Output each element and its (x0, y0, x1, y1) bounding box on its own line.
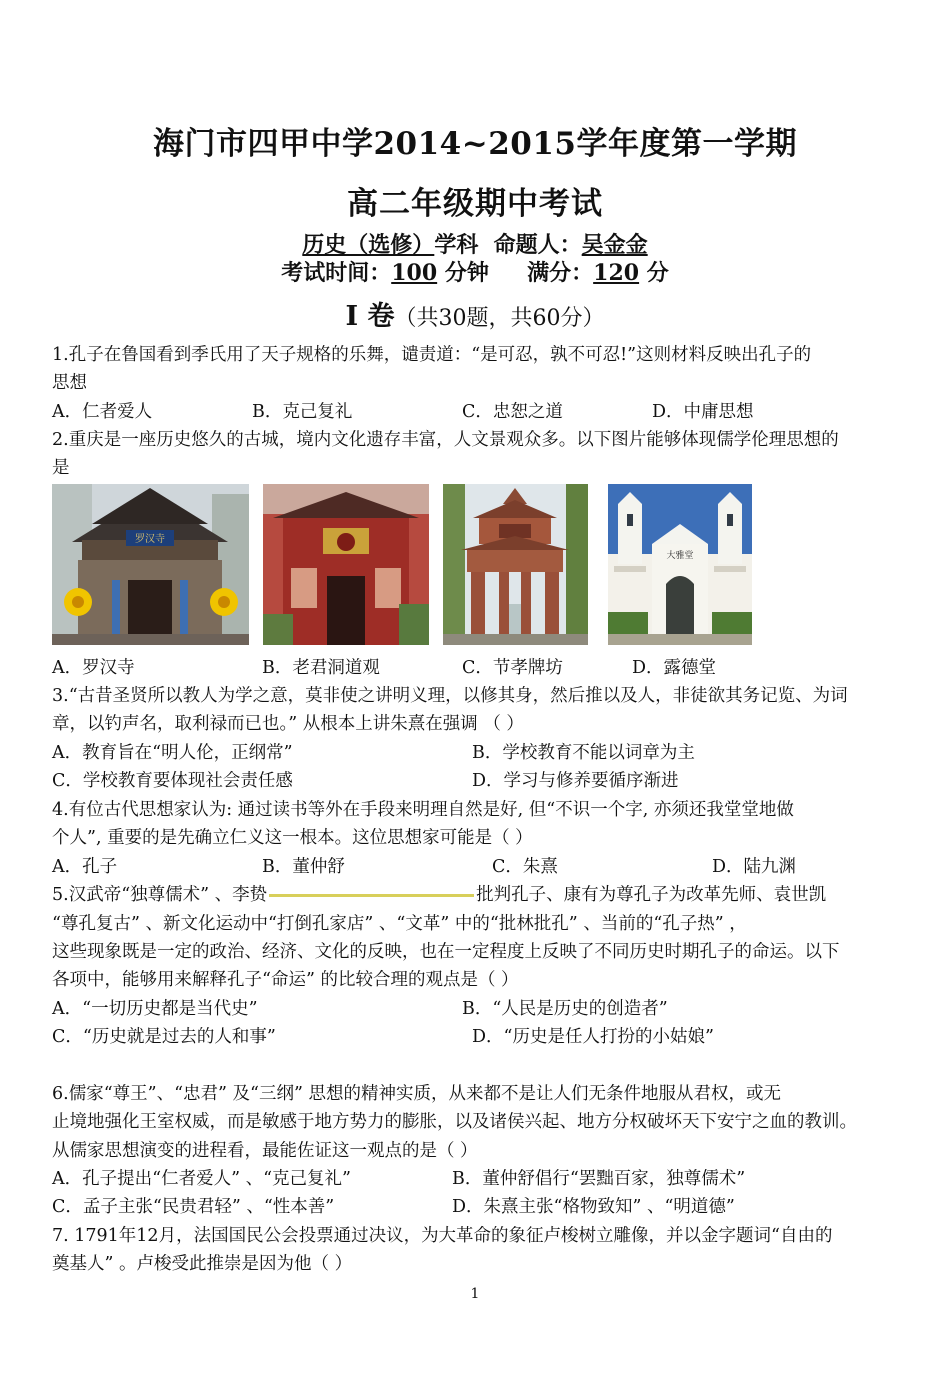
church-sign-text: 大雅堂 (666, 551, 694, 561)
time-label: 考试时间： (281, 260, 392, 286)
q3-option-d: D．学习与修养要循序渐进 (472, 771, 679, 791)
q1-option-a: A．仁者爱人 (52, 402, 153, 422)
score-value: 120 (593, 260, 640, 286)
score-unit: 分 (646, 260, 669, 286)
q5-option-d: D．“历史是任人打扮的小姑娘” (472, 1027, 714, 1047)
q3-option-c: C．学校教育要体现社会责任感 (52, 771, 293, 791)
q1-option-c: C．忠恕之道 (462, 402, 563, 422)
time-value: 100 (391, 260, 438, 286)
q6-option-a: A．孔子提出“仁者爱人” 、“克己复礼” (52, 1169, 351, 1189)
temple-sign-text: 罗汉寺 (135, 534, 165, 545)
q1-option-b: B．克己复礼 (252, 402, 353, 422)
q6-stem-line3: 从儒家思想演变的进程看，最能佐证这一观点的是（ ） (52, 1141, 478, 1161)
q4-option-a: A．孔子 (52, 857, 118, 877)
time-unit: 分钟 (444, 260, 489, 286)
q2-option-d: D．露德堂 (632, 658, 717, 678)
q3-option-a: A．教育旨在“明人伦，正纲常” (52, 743, 293, 763)
q6-option-c: C．孟子主张“民贵君轻” 、“性本善” (52, 1197, 335, 1217)
q3-option-b: B．学校教育不能以词章为主 (472, 743, 695, 763)
q5-stem-line3: 这些现象既是一定的政治、经济、文化的反映，也在一定程度上反映了不同历史时期孔子的命运。以下 (52, 942, 840, 962)
highlight-stroke (269, 894, 474, 897)
temple-photo (52, 484, 249, 645)
q5-line1-start: 5.汉武帝“独尊儒术” 、李贽 (52, 885, 268, 905)
q5-option-b: B．“人民是历史的创造者” (462, 999, 668, 1019)
section-note: （共30题，共60分） (394, 306, 605, 331)
page-number: 1 (470, 1286, 480, 1302)
q3-stem-line1: 3.“古昔圣贤所以教人为学之意，莫非使之讲明义理，以修其身，然后推以及人，非徒欲其务记览、为词 (52, 686, 848, 706)
q6-stem-line1: 6.儒家“尊王”、“忠君” 及“三纲” 思想的精神实质，从来都不是让人们无条件地服从君权，或无 (52, 1084, 781, 1104)
q2-option-b: B．老君洞道观 (262, 658, 380, 678)
time-score-line (0, 256, 950, 287)
q7-stem-line2: 奠基人” 。卢梭受此推崇是因为他（ ） (52, 1254, 353, 1274)
q6-option-d: D．朱熹主张“格物致知” 、“明道德” (452, 1197, 735, 1217)
q6-stem-line2: 止境地强化王室权威，而是敏感于地方势力的膨胀，以及诸侯兴起、地方分权破坏天下安宁之血的教训。 (52, 1112, 857, 1132)
section-roman: Ⅰ 卷 (345, 301, 395, 332)
memorial-archway-photo (443, 484, 588, 645)
exam-subtitle: 高二年级期中考试 (347, 186, 603, 222)
church-photo (608, 484, 752, 645)
q4-option-c: C．朱熹 (492, 857, 558, 877)
q3-stem-line2: 章，以钓声名，取利禄而已也。” 从根本上讲朱熹在强调 （ ） (52, 714, 524, 734)
q4-option-b: B．董仲舒 (262, 857, 345, 877)
taoist-temple-photo (263, 484, 429, 645)
score-label: 满分： (527, 260, 594, 286)
q1-option-d: D．中庸思想 (652, 402, 754, 422)
q2-stem-line2: 是 (52, 458, 70, 478)
subject-value: 历史（选修） (302, 232, 435, 258)
q5-stem-line2: “尊孔复古” 、新文化运动中“打倒孔家店” 、“文革” 中的“批林批孔” 、当前的“孔子热” ， (52, 914, 747, 934)
q5-stem-line1 (52, 881, 826, 906)
q6-option-b: B．董仲舒倡行“罢黜百家，独尊儒术” (452, 1169, 746, 1189)
subject-author-line (0, 228, 950, 259)
section-heading (0, 294, 950, 333)
q1-stem-line1: 1.孔子在鲁国看到季氏用了天子规格的乐舞，谴责道：“是可忍，孰不可忍!”这则材料反映出孔子的 (52, 345, 812, 365)
q5-option-c: C．“历史就是过去的人和事” (52, 1027, 276, 1047)
q4-stem-line2: 个人”, 重要的是先确立仁义这一根本。这位思想家可能是（ ） (52, 828, 533, 848)
author-label: 命题人： (493, 232, 582, 258)
exam-title: 海门市四甲中学2014~2015学年度第一学期 (152, 126, 798, 162)
q5-option-a: A．“一切历史都是当代史” (52, 999, 258, 1019)
q1-stem-line2: 思想 (52, 373, 87, 393)
q7-stem-line1: 7. 1791年12月，法国国民公会投票通过决议，为大革命的象征卢梭树立雕像，并以金字题词“自由的 (52, 1226, 833, 1246)
q2-stem-line1: 2.重庆是一座历史悠久的古城，境内文化遗存丰富，人文景观众多。以下图片能够体现儒学伦理思想的 (52, 430, 839, 450)
q4-option-d: D．陆九渊 (712, 857, 797, 877)
q5-line1-end: 批判孔子、康有为尊孔子为改革先师、袁世凯 (476, 885, 827, 905)
q2-option-a: A．罗汉寺 (52, 658, 135, 678)
q4-stem-line1: 4.有位古代思想家认为: 通过读书等外在手段来明理自然是好, 但“不识一个字, 亦须还我堂堂地做 (52, 800, 794, 820)
q5-stem-line4: 各项中，能够用来解释孔子“命运” 的比较合理的观点是（ ） (52, 970, 519, 990)
subject-label: 学科 (434, 232, 479, 258)
author-value: 吴金金 (581, 232, 648, 258)
q2-option-c: C．节孝牌坊 (462, 658, 563, 678)
